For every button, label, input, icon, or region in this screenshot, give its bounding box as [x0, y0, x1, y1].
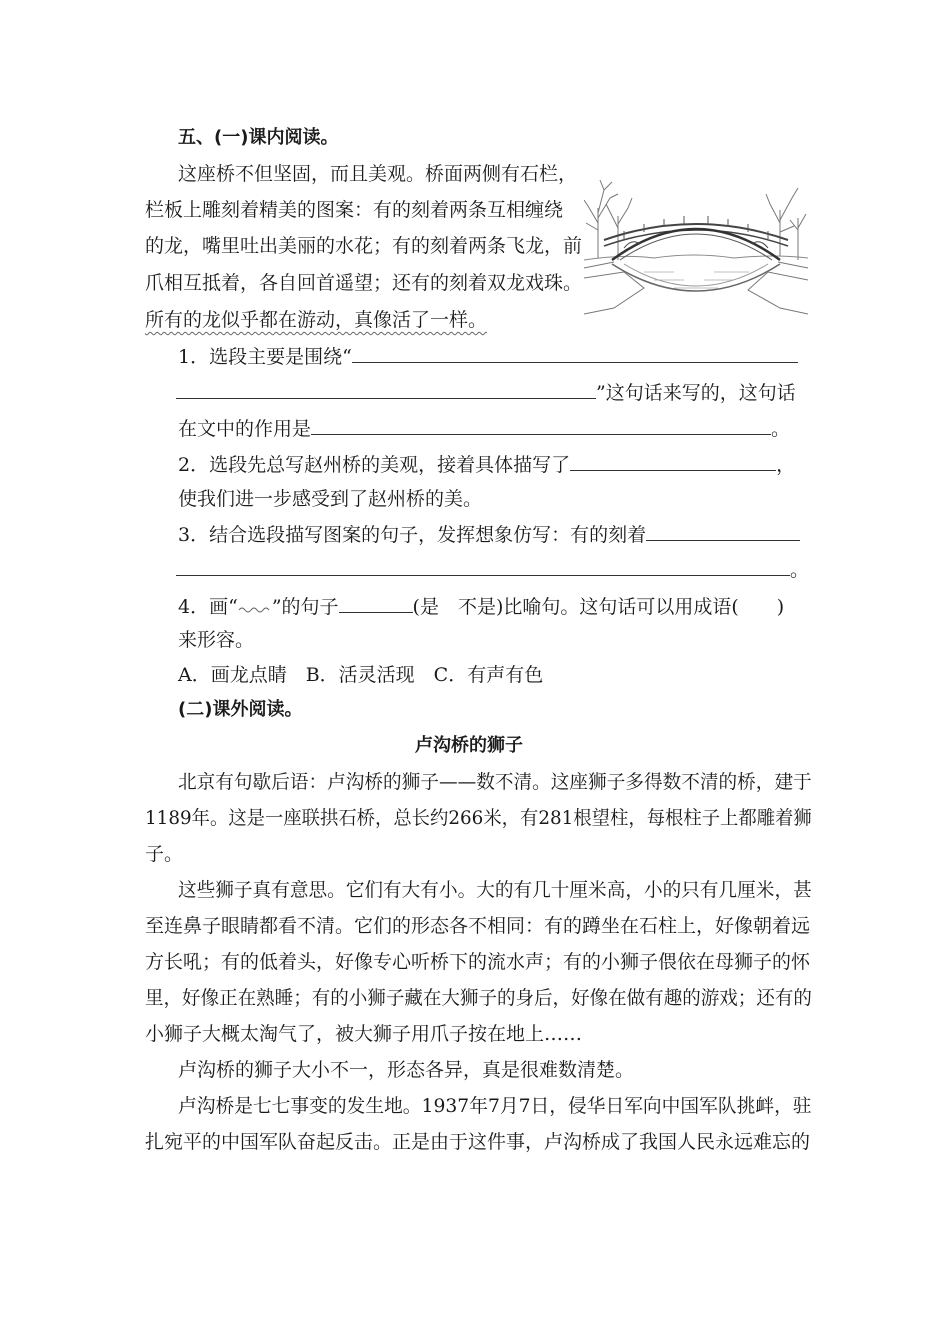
question-2-prefix: 2．选段先总写赵州桥的美观，接着具体描写了	[178, 454, 571, 476]
question-1-line-2	[176, 380, 796, 405]
article-line-2: 1189年。这是一座联拱石桥，总长约266米，有281根望柱，每根柱子上都雕着狮	[145, 807, 812, 829]
article-line-5: 至连鼻子眼睛都看不清。它们的形态各不相同：有的蹲坐在石柱上，好像朝着远	[145, 915, 811, 937]
wavy-underlined-sentence: 所有的龙似乎都在游动，真像活了一样。	[145, 309, 488, 331]
answer-blank-q2[interactable]	[570, 452, 776, 471]
question-2-comma: ，	[776, 454, 796, 476]
question-4-line-2: 来形容。	[178, 629, 255, 651]
answer-blank-q1-role[interactable]	[311, 416, 771, 435]
question-2-line-2: 使我们进一步感受到了赵州桥的美。	[178, 488, 483, 510]
article-title: 卢沟桥的狮子	[415, 735, 523, 756]
question-1-line-1	[178, 344, 798, 369]
passage-line-4: 爪相互抵着，各自回首遥望；还有的刻着双龙戏珠。	[145, 272, 583, 294]
article-line-9: 卢沟桥的狮子大小不一，形态各异，真是很难数清楚。	[178, 1059, 635, 1081]
question-3-line-1	[178, 522, 800, 547]
question-4-middle: ”的句子	[271, 596, 339, 618]
question-4-choice-text: (是 不是)比喻句。这句话可以用成语( )	[412, 596, 785, 618]
question-1-middle: ”这句话来写的，这句话	[596, 382, 796, 404]
article-line-3: 子。	[145, 843, 184, 865]
passage-line-3: 的龙，嘴里吐出美丽的水花；有的刻着两条飞龙，前	[145, 235, 583, 257]
question-1-prefix: 1．选段主要是围绕“	[178, 346, 352, 368]
article-line-6: 方长吼；有的低着头，好像专心听桥下的流水声；有的小狮子偎依在母狮子的怀	[145, 951, 811, 973]
question-4-line-1	[178, 594, 784, 619]
answer-blank-q1-part2[interactable]	[176, 380, 596, 399]
section-heading-in-class-reading: 五、(一)课内阅读。	[178, 127, 339, 148]
wavy-line-icon	[238, 599, 272, 613]
answer-blank-q3-part2[interactable]	[176, 557, 790, 576]
article-line-4: 这些狮子真有意思。它们有大有小。大的有几十厘米高，小的只有几厘米，甚	[178, 879, 812, 901]
answer-blank-q1-part1[interactable]	[352, 344, 798, 363]
question-2-line-1	[178, 452, 795, 477]
zhaozhou-bridge-illustration	[584, 168, 808, 316]
article-line-7: 里，好像正在熟睡；有的小狮子藏在大狮子的身后，好像在做有趣的游戏；还有的	[145, 987, 812, 1009]
article-line-10: 卢沟桥是七七事变的发生地。1937年7月7日，侵华日军向中国军队挑衅，驻	[178, 1095, 812, 1117]
answer-blank-q3-part1[interactable]	[646, 522, 800, 541]
question-3-line-2	[176, 557, 809, 582]
question-4-prefix: 4．画“	[178, 596, 238, 618]
question-4-options: A．画龙点睛 B．活灵活现 C．有声有色	[178, 664, 544, 686]
question-3-prefix: 3．结合选段描写图案的句子，发挥想象仿写：有的刻着	[178, 524, 647, 546]
question-1-role-prefix: 在文中的作用是	[178, 418, 312, 440]
passage-line-5-wavy	[145, 308, 487, 332]
section-heading-extracurricular-reading: (二)课外阅读。	[178, 699, 303, 720]
passage-line-1: 这座桥不但坚固，而且美观。桥面两侧有石栏，	[178, 163, 578, 185]
question-3-end-mark: 。	[790, 559, 810, 581]
article-line-8: 小狮子大概太淘气了，被大狮子用爪子按在地上……	[145, 1023, 583, 1045]
article-line-1: 北京有句歇后语：卢沟桥的狮子——数不清。这座狮子多得数不清的桥，建于	[178, 771, 812, 793]
article-line-11: 扎宛平的中国军队奋起反击。正是由于这件事，卢沟桥成了我国人民永远难忘的	[145, 1131, 811, 1153]
answer-blank-q4-simile[interactable]	[339, 594, 413, 613]
question-1-line-3	[178, 416, 790, 441]
passage-line-2: 栏板上雕刻着精美的图案：有的刻着两条互相缠绕	[145, 199, 564, 221]
question-1-end-mark: 。	[771, 418, 791, 440]
